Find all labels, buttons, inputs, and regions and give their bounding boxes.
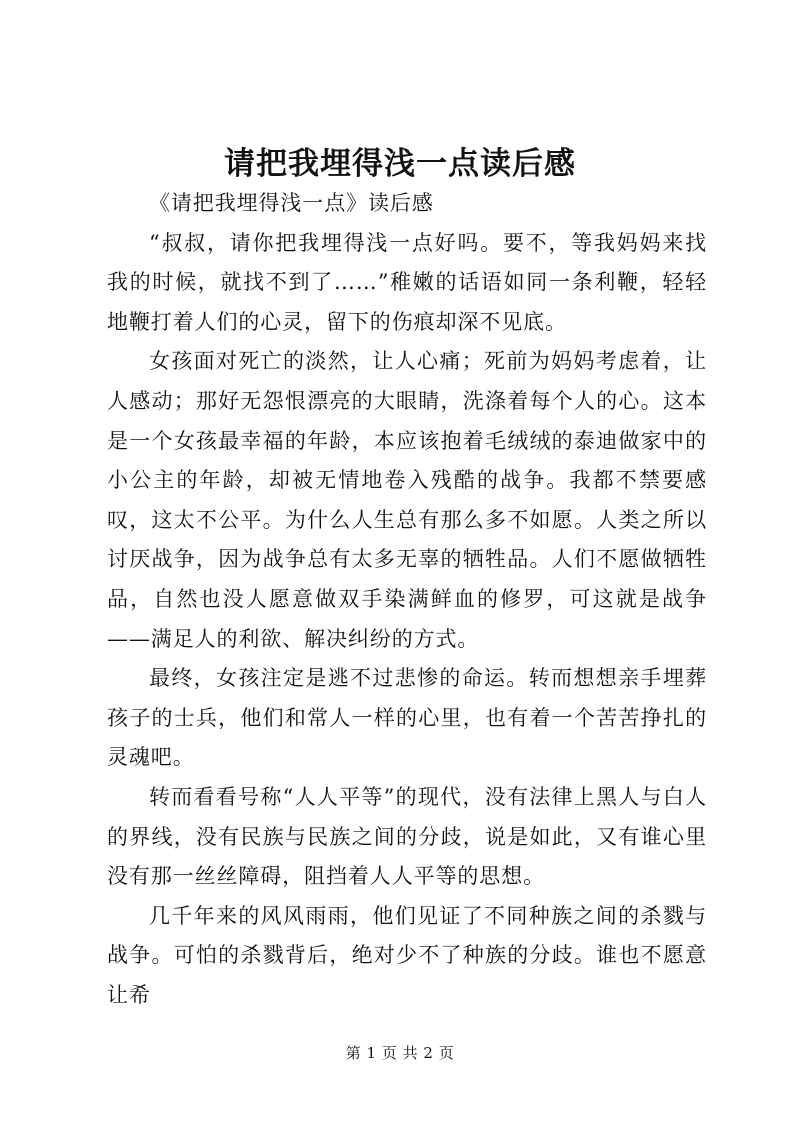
paragraph-3: 最终，女孩注定是逃不过悲惨的命运。转而想想亲手埋葬孩子的士兵，他们和常人一样的心里，也有着一个苦苦挣扎的灵魂吧。: [107, 666, 707, 770]
document-subtitle: 《请把我埋得浅一点》读后感: [149, 191, 434, 215]
paragraph-4: 转而看看号称“人人平等”的现代，没有法律上黑人与白人的界线，没有民族与民族之间的分歧，说是如此，又有谁心里没有那一丝丝障碍，阻挡着人人平等的思想。: [107, 784, 707, 889]
paragraph-2: 女孩面对死亡的淡然，让人心痛；死前为妈妈考虑着，让人感动；那好无怨恨漂亮的大眼睛，洗涤着每个人的心。这本是一个女孩最幸福的年龄，本应该抱着毛绒绒的泰迪做家中的小公主的年龄，却被无情地卷入残酷的战争。我都不禁要感叹，这太不公平。为什么人生总有那么多不如愿。人类之所以讨厌战争，因为战争总有太多无辜的牺牲品。人们不愿做牺牲品，自然也没人愿意做双手染满鲜血的修罗，可这就是战争——满足人的利欲、解决纠纷的方式。: [107, 349, 707, 651]
document-title: 请把我埋得浅一点读后感: [224, 146, 576, 182]
document-body: [107, 184, 707, 1015]
page-footer: 第 1 页 共 2 页: [345, 1044, 455, 1062]
paragraph-1: “叔叔，请你把我埋得浅一点好吗。要不，等我妈妈来找我的时候，就找不到了……”稚嫩的话语如同一条利鞭，轻轻地鞭打着人们的心灵，留下的伤痕却深不见底。: [107, 230, 707, 334]
paragraph-5: 几千年来的风风雨雨，他们见证了不同种族之间的杀戮与战争。可怕的杀戮背后，绝对少不了种族的分歧。谁也不愿意让希: [107, 903, 707, 1007]
